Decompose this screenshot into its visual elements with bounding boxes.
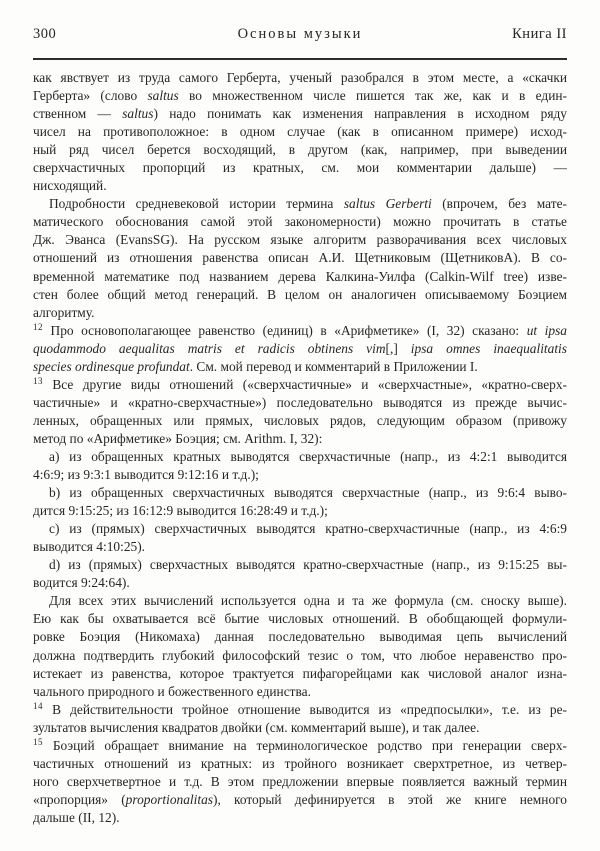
text-segment: сверхчастичных пропорций из кратных, см. мои комментарии дальше) — [33, 160, 567, 176]
text-segment: чального природного и божественного единства. [33, 683, 311, 699]
text-segment: метод по «Арифметике» Боэция; см. Arithm. I, 32): [33, 430, 323, 446]
text-segment: Для всех этих вычислений используется одна и та же формула (см. сноску выше). [49, 593, 567, 609]
text-segment: истекает из равенства, которое трактуется пифагорейцами как числовой аналог изна- [33, 665, 567, 681]
running-title: Основы музыки [237, 26, 363, 42]
text-line [33, 322, 567, 340]
text-line [33, 430, 567, 448]
text-segment: зультатов вычисления квадратов двойки (см. комментарий выше), и так далее. [33, 719, 480, 735]
text-line [33, 340, 567, 358]
text-segment: ный ряд чисел берется восходящий, в другом (как, например, при выведении [33, 142, 567, 158]
text-line [33, 231, 567, 249]
text-line [33, 195, 567, 213]
paragraph-continuation [33, 69, 567, 195]
text-segment: дальше (II, 12). [33, 809, 120, 825]
text-segment: частичных отношений из кратных: из тройного возникает сверхтретное, из четвер- [33, 755, 567, 771]
text-segment: дится 9:15:25; из 16:12:9 выводится 16:28:49 и т.д.); [33, 503, 328, 519]
text-line [33, 286, 567, 304]
text-segment: В действительности тройное отношение выводится из «предпосылки», т.е. из ре- [43, 701, 567, 717]
footnote-15 [33, 737, 567, 827]
text-segment: (впрочем, без мате- [431, 196, 567, 212]
text-line [33, 177, 567, 195]
text-line [33, 719, 567, 737]
text-segment: Герберта» (слово [33, 88, 148, 104]
text-segment: 4:6:9; из 9:3:1 выводится 9:12:16 и т.д.); [33, 467, 259, 483]
text-line [33, 520, 567, 538]
text-segment: saltus [122, 106, 154, 122]
text-segment: ), который дефинируется в этой же книге немного [212, 791, 567, 807]
text-segment: ственном — [33, 106, 123, 122]
text-segment: алгоритму. [33, 304, 95, 320]
header-rule [33, 58, 567, 60]
list-item-c [33, 520, 567, 556]
text-line [33, 412, 567, 430]
text-segment: водится 9:24:64). [33, 575, 130, 591]
text-line [33, 394, 567, 412]
text-segment: [,] [385, 340, 411, 356]
footnote-marker: 12 [33, 321, 43, 332]
text-segment: во множественном числе пишется так же, как и в един- [178, 88, 567, 104]
text-segment: proportionalitas [125, 791, 213, 807]
text-line [33, 574, 567, 592]
text-segment: стен более общий метод генераций. В целом он аналогичен описываемому Боэцием [33, 286, 567, 302]
text-line [33, 647, 567, 665]
footnote-marker: 15 [33, 736, 43, 747]
text-line [33, 213, 567, 231]
text-segment: quodammodo aequalitas matris et radicis obtinens vim [33, 340, 386, 356]
list-item-b [33, 484, 567, 520]
text-segment: b) из обращенных сверхчастичных выводятся сверхчастные (напр., из 9:6:4 выво- [49, 485, 567, 501]
book-label: Книга II [512, 26, 567, 42]
text-line [33, 538, 567, 556]
text-segment: species ordinesque profundat [33, 358, 190, 374]
text-segment: частичные» и «кратно-сверхчастные») последовательно выводятся из прежде вычис- [33, 394, 567, 410]
list-item-d [33, 556, 567, 592]
text-segment: ) надо понимать как изменения направления в исходном ряду [153, 106, 567, 122]
text-line [33, 556, 567, 574]
text-line [33, 484, 567, 502]
paragraph-saltus-gerberti [33, 195, 567, 321]
footnote-12 [33, 322, 567, 376]
paragraph-formula [33, 592, 567, 700]
text-segment: Боэций обращает внимание на терминологическое родство при генерации сверх- [43, 737, 567, 753]
text-segment: ленных, обращенных или прямых, числовых рядов, следующим образом (привожу [33, 412, 567, 428]
text-segment: матического обоснования самой этой закономерности) можно прочитать в статье [33, 214, 567, 230]
text-line [33, 448, 567, 466]
footnote-14 [33, 701, 567, 737]
text-line [33, 701, 567, 719]
text-line [33, 502, 567, 520]
text-block [33, 69, 567, 827]
text-line [33, 791, 567, 809]
text-segment: как явствует из труда самого Герберта, ученый разобрался в этом месте, а «скачки [33, 70, 567, 85]
footnote-13 [33, 376, 567, 448]
text-segment: ipsa omnes inaequalitatis [410, 340, 567, 356]
text-segment: Все другие виды отношений («сверхчастичные» и «сверхчастные», «кратно-сверх- [43, 376, 567, 392]
text-line [33, 755, 567, 773]
text-line [33, 592, 567, 610]
footnote-marker: 13 [33, 375, 43, 386]
page-number: 300 [33, 26, 57, 42]
text-segment: a) из обращенных кратных выводятся сверхчастичные (напр., из 4:2:1 выводится [49, 448, 567, 464]
text-segment: . См. мой перевод и комментарий в Приложении I. [189, 358, 478, 374]
text-line [33, 358, 567, 376]
text-line [33, 105, 567, 123]
text-segment: Про основополагающее равенство (единиц) в «Арифметике» (I, 32) сказано: [43, 322, 527, 338]
text-segment: saltus [147, 88, 179, 104]
text-line [33, 628, 567, 646]
text-segment: чисел на противоположное: в одном случае (как в описанном примере) исход- [33, 124, 567, 140]
text-segment: должна подтвердить глубокий философский тезис о том, что любое неравенство про- [33, 647, 567, 663]
text-segment: saltus Gerberti [343, 196, 432, 212]
text-line [33, 123, 567, 141]
text-segment: d) из (прямых) сверхчастных выводятся кратно-сверхчастные (напр., из 9:15:25 вы- [49, 557, 567, 573]
page-header [33, 26, 567, 46]
text-line [33, 159, 567, 177]
text-segment: Подробности средневековой истории термина [49, 196, 344, 212]
text-line [33, 665, 567, 683]
text-segment: ного сверхчетвертное и т.д. В этом предложении впервые появляется важный термин [33, 773, 567, 789]
text-line [33, 141, 567, 159]
footnote-marker: 14 [33, 700, 43, 711]
text-line [33, 249, 567, 267]
text-line [33, 304, 567, 322]
text-line [33, 610, 567, 628]
text-line [33, 683, 567, 701]
text-segment: ut ipsa [526, 322, 567, 338]
text-line [33, 809, 567, 827]
text-segment: выводится 4:10:25). [33, 539, 146, 555]
text-line [33, 737, 567, 755]
text-line [33, 466, 567, 484]
text-segment: отношений из отношения равенства описан А.И. Щетниковым (ЩетниковА). В со- [33, 250, 567, 266]
text-segment: нисходящий. [33, 178, 107, 194]
text-segment: «пропорция» ( [33, 791, 126, 807]
text-line [33, 69, 567, 87]
text-line [33, 376, 567, 394]
text-segment: временной математике под названием дерева Калкина-Уилфа (Calkin-Wilf tree) изве- [33, 268, 567, 284]
text-segment: ровке Боэция (Никомаха) данная последовательно выводимая цепь вычислений [33, 629, 567, 645]
list-item-a [33, 448, 567, 484]
text-line [33, 773, 567, 791]
text-segment: Дж. Эванса (EvansSG). На русском языке алгоритм разворачивания всех числовых [33, 232, 567, 248]
text-segment: Ею как бы охватывается всё бытие числовых отношений. В обобщающей формули- [33, 611, 567, 627]
text-line [33, 87, 567, 105]
text-segment: c) из (прямых) сверхчастичных выводятся кратно-сверхчастичные (напр., из 4:6:9 [49, 521, 567, 537]
text-line [33, 268, 567, 286]
